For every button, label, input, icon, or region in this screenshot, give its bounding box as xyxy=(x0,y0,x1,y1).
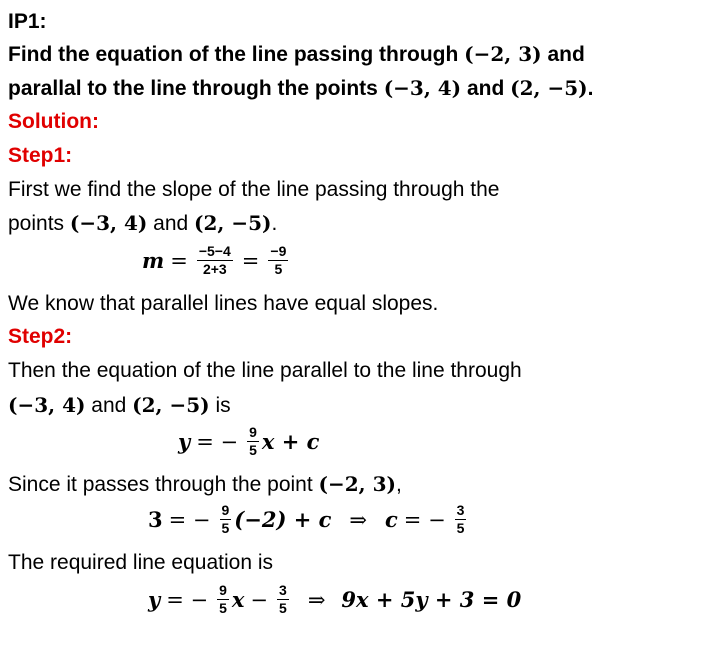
numerator: 9 xyxy=(219,582,227,598)
problem-line-1 xyxy=(8,40,585,69)
step2-text-1: Then the equation of the line parallel to the line through xyxy=(8,359,522,382)
variable-y: y xyxy=(178,429,191,454)
point-c: (2, −5) xyxy=(194,211,272,235)
equals-minus: = − xyxy=(196,429,239,454)
step1-text-3: We know that parallel lines have equal slopes. xyxy=(8,292,439,315)
step2-text-2 xyxy=(8,391,231,420)
variable-y: y xyxy=(148,587,161,612)
step1-label: Step1: xyxy=(8,144,73,167)
problem-line-2 xyxy=(8,74,593,103)
point-c: (2, −5) xyxy=(132,393,210,417)
equals-minus: = − xyxy=(168,507,211,532)
final-equation xyxy=(148,582,521,617)
step2-text-3 xyxy=(8,470,402,499)
numerator: −5−4 xyxy=(198,243,231,259)
problem-text: and xyxy=(461,77,511,100)
fraction xyxy=(220,502,232,537)
denominator: 5 xyxy=(219,600,227,616)
text: Since it passes through the point xyxy=(8,473,319,496)
equals-minus: = − xyxy=(166,587,209,612)
denominator: 5 xyxy=(274,261,283,277)
solution-label: Solution: xyxy=(8,110,99,133)
point-a: (−2, 3) xyxy=(464,42,542,66)
slope-equation xyxy=(142,243,291,278)
final-result: 9x + 5y + 3 = 0 xyxy=(341,587,522,612)
expression: (−2) + c xyxy=(234,507,332,532)
fraction xyxy=(197,243,233,278)
text: , xyxy=(395,473,402,496)
point-b: (−3, 4) xyxy=(383,76,462,100)
step2-label: Step2: xyxy=(8,325,73,348)
text: and xyxy=(85,394,133,417)
step2-text-4: The required line equation is xyxy=(8,551,274,574)
numerator: 3 xyxy=(279,582,287,598)
problem-text: Find the equation of the line passing through xyxy=(8,43,465,66)
numerator: 3 xyxy=(456,502,465,518)
step1-text-1: First we find the slope of the line passing through the xyxy=(8,178,500,201)
slope-symbol: m xyxy=(142,248,165,273)
point-a: (−2, 3) xyxy=(318,472,396,496)
denominator: 5 xyxy=(221,520,230,536)
substitution-equation xyxy=(148,502,469,537)
variable-c: c xyxy=(385,507,398,532)
denominator: 5 xyxy=(249,442,257,458)
problem-id: IP1: xyxy=(8,10,47,33)
line-equation-general xyxy=(178,424,319,459)
fraction xyxy=(455,502,467,537)
equals-sign: = xyxy=(170,248,188,273)
step1-text-2 xyxy=(8,209,277,238)
implies-arrow: ⇒ xyxy=(307,587,326,612)
text: is xyxy=(209,394,231,417)
fraction xyxy=(217,582,229,617)
point-b: (−3, 4) xyxy=(69,211,148,235)
denominator: 5 xyxy=(279,600,287,616)
numerator: 9 xyxy=(249,424,257,440)
problem-text: parallal to the line through the points xyxy=(8,77,384,100)
problem-text: and xyxy=(541,43,585,66)
point-c: (2, −5) xyxy=(510,76,588,100)
denominator: 5 xyxy=(456,520,465,536)
denominator: 2+3 xyxy=(202,261,227,277)
problem-text: . xyxy=(587,77,594,100)
minus-sign: − xyxy=(250,587,269,612)
equals-sign: = xyxy=(241,248,260,273)
expression: x + c xyxy=(261,429,320,454)
fraction xyxy=(277,582,289,617)
value: 3 xyxy=(148,507,163,532)
text: and xyxy=(147,212,195,235)
fraction xyxy=(268,243,288,278)
point-b: (−3, 4) xyxy=(8,393,86,417)
implies-arrow: ⇒ xyxy=(349,507,367,532)
variable-x: x xyxy=(231,587,245,612)
fraction xyxy=(247,424,259,459)
numerator: 9 xyxy=(221,502,230,518)
numerator: −9 xyxy=(270,243,287,259)
text: . xyxy=(271,212,278,235)
equals-minus: = − xyxy=(403,507,446,532)
text: points xyxy=(8,212,70,235)
